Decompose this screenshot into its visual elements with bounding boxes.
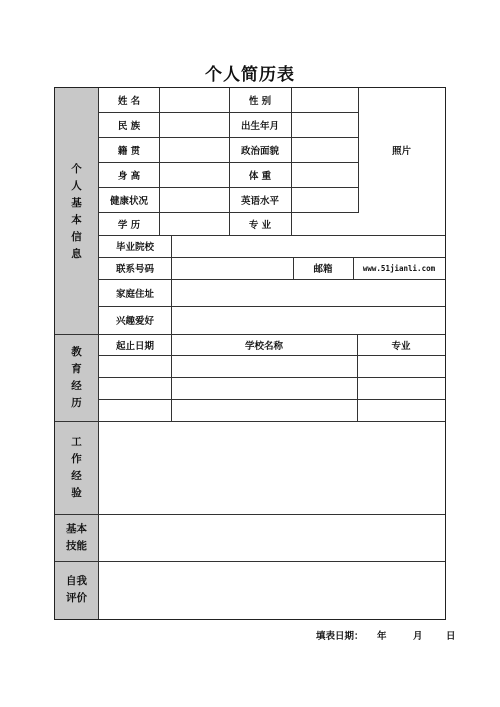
grid-line xyxy=(171,235,172,334)
grid-line xyxy=(99,399,445,400)
edu-header-dates: 起止日期 xyxy=(115,340,154,352)
label-name: 姓 名 xyxy=(117,96,141,107)
label-graduate-school: 毕业院校 xyxy=(115,242,154,253)
grid-line xyxy=(99,377,445,378)
fill-date-month: 月 xyxy=(413,631,423,642)
label-home-address: 家庭住址 xyxy=(115,288,154,300)
grid-line xyxy=(55,561,445,562)
section-skills-label: 基本技能 xyxy=(66,522,87,552)
section-skills xyxy=(55,514,99,561)
label-height: 身 高 xyxy=(117,170,141,182)
fill-date-label: 填表日期： xyxy=(316,631,364,642)
section-work-label: 工作经验 xyxy=(71,435,82,499)
label-ethnicity: 民 族 xyxy=(117,120,141,132)
label-major: 专 业 xyxy=(248,219,272,231)
edu-header-school: 学校名称 xyxy=(244,340,283,352)
email-value: www.51jianli.com xyxy=(362,263,436,273)
edu-header-major: 专业 xyxy=(391,340,411,352)
label-native-place: 籍 贯 xyxy=(117,145,141,157)
label-gender: 性 别 xyxy=(248,96,272,107)
section-self-eval xyxy=(55,561,99,619)
grid-line xyxy=(159,88,160,235)
label-email: 邮箱 xyxy=(313,264,333,275)
grid-line xyxy=(55,421,445,422)
section-education xyxy=(55,335,99,421)
label-health: 健康状况 xyxy=(109,195,148,207)
label-weight: 体 重 xyxy=(248,170,272,182)
label-hobbies: 兴趣爱好 xyxy=(115,316,154,327)
fill-date-day: 日 xyxy=(446,631,456,642)
grid-line xyxy=(55,514,445,515)
grid-line xyxy=(99,355,445,356)
grid-line xyxy=(291,88,292,235)
section-work xyxy=(55,421,99,514)
label-phone: 联系号码 xyxy=(115,264,154,275)
photo-cell[interactable]: 照片 xyxy=(391,146,411,157)
resume-table xyxy=(54,87,446,620)
label-degree: 学 历 xyxy=(117,219,141,231)
section-basic-info xyxy=(55,88,99,335)
section-self-eval-label: 自我评价 xyxy=(66,575,87,604)
label-political-status: 政治面貌 xyxy=(240,145,279,157)
fill-date-year: 年 xyxy=(377,631,387,642)
section-education-label: 教育经历 xyxy=(71,346,82,409)
label-birth-date: 出生年月 xyxy=(240,120,279,132)
page-title: 个人简历表 xyxy=(205,65,295,85)
section-basic-info-label: 个人基本信息 xyxy=(71,162,82,260)
label-english-level: 英语水平 xyxy=(240,195,279,207)
